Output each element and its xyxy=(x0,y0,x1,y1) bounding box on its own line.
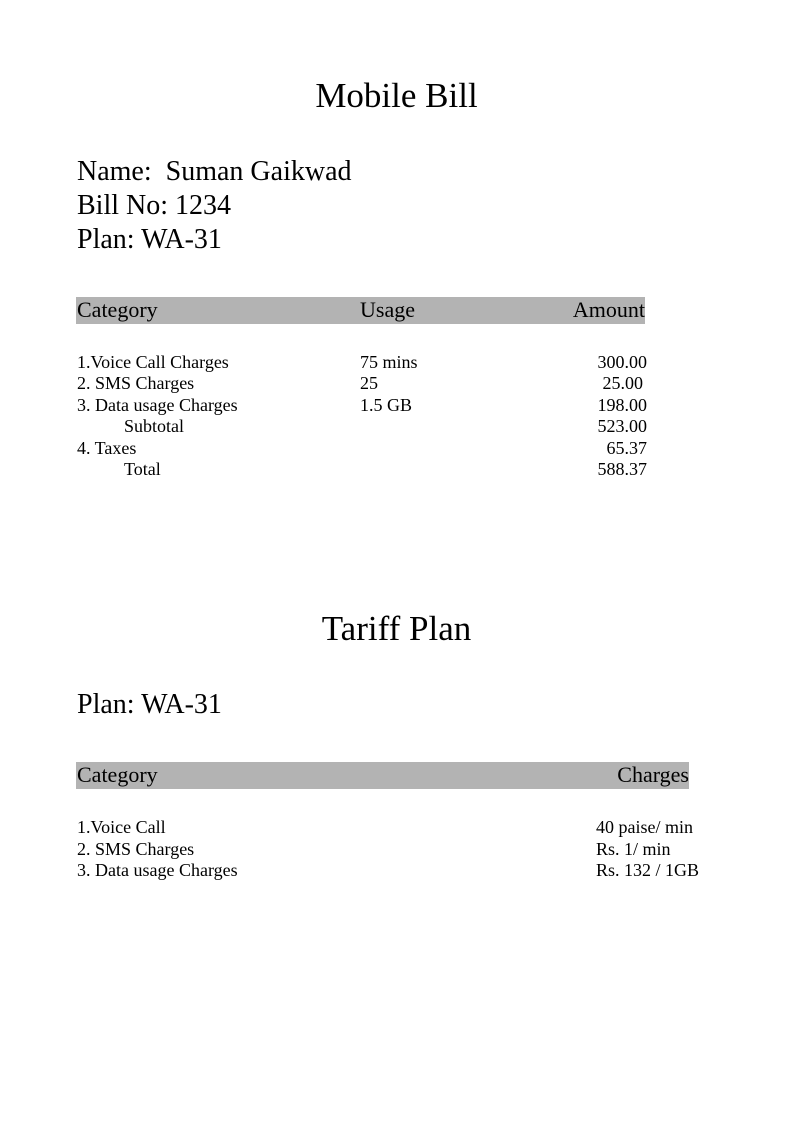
tariff-plan-line xyxy=(77,689,222,721)
bill-total-label: Total xyxy=(124,459,161,479)
name-value: Suman Gaikwad xyxy=(165,156,352,187)
plan-label: Plan: xyxy=(77,224,135,255)
bill-row-amount: 25.00 xyxy=(602,373,643,393)
tariff-row-category: 3. Data usage Charges xyxy=(77,860,238,880)
name-label: Name: xyxy=(77,156,152,187)
tariff-row-category: 2. SMS Charges xyxy=(77,839,195,859)
bill-row-category: 1.Voice Call Charges xyxy=(77,352,229,372)
bill-title: Mobile Bill xyxy=(315,76,478,115)
bill-row-amount: 198.00 xyxy=(597,395,647,415)
tariff-header-category: Category xyxy=(77,762,158,787)
bill-row-usage: 1.5 GB xyxy=(360,395,413,415)
bill-row-amount: 65.37 xyxy=(606,438,647,458)
bill-row-usage: 75 mins xyxy=(360,352,418,372)
plan-value: WA-31 xyxy=(141,224,222,255)
bill-row-category: 3. Data usage Charges xyxy=(77,395,238,415)
bill-name-line xyxy=(77,156,352,188)
bill-plan-line xyxy=(77,224,222,256)
bill-subtotal-label: Subtotal xyxy=(124,416,185,436)
bill-row-category: 4. Taxes xyxy=(77,438,137,458)
bill-header-amount: Amount xyxy=(572,297,645,322)
tariff-row-charges: 40 paise/ min xyxy=(596,817,693,837)
tariff-row-charges: Rs. 1/ min xyxy=(596,839,671,859)
bill-row-category: 2. SMS Charges xyxy=(77,373,195,393)
bill-no-label: Bill No: xyxy=(77,190,169,221)
tariff-header-charges: Charges xyxy=(617,762,689,787)
bill-number-line xyxy=(77,190,231,222)
bill-total-amount: 588.37 xyxy=(597,459,647,479)
tariff-title: Tariff Plan xyxy=(321,609,472,648)
bill-no-value: 1234 xyxy=(175,190,232,221)
bill-header-usage: Usage xyxy=(360,297,415,322)
bill-row-amount: 300.00 xyxy=(597,352,647,372)
bill-header-category: Category xyxy=(77,297,158,322)
tariff-plan-value: WA-31 xyxy=(141,689,222,720)
tariff-row-charges: Rs. 132 / 1GB xyxy=(596,860,700,880)
bill-row-usage: 25 xyxy=(360,373,378,393)
tariff-row-category: 1.Voice Call xyxy=(77,817,166,837)
bill-subtotal-amount: 523.00 xyxy=(597,416,647,436)
tariff-plan-label: Plan: xyxy=(77,689,135,720)
